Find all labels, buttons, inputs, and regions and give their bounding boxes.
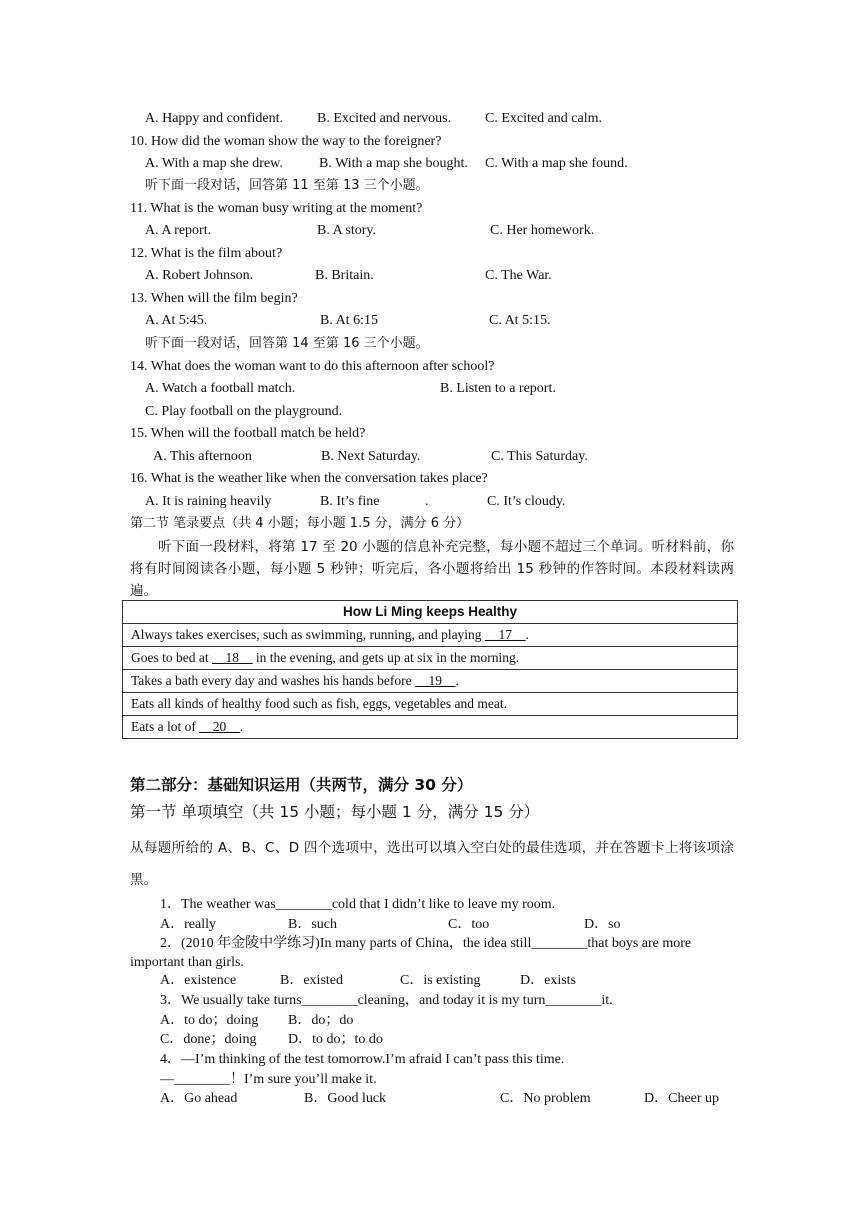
grammar-question-2-cont: important than girls. xyxy=(130,955,244,970)
g2-option-b: B．existed xyxy=(280,973,343,988)
row-text: Eats all kinds of healthy food such as fish, eggs, vegetables and meat. xyxy=(131,696,508,711)
table-cell xyxy=(123,647,738,670)
q15-option-c: C. This Saturday. xyxy=(491,449,588,464)
grammar-question-3: 3．We usually take turns________cleaning，and today it is my turn________it. xyxy=(160,993,613,1008)
g4-option-c: C．No problem xyxy=(500,1091,591,1106)
section-2-instructions: 听下面一段材料，将第 17 至 20 小题的信息补充完整，每小题不超过三个单词。听材料前，你将有时间阅读各小题，每小题 5 秒钟；听完后，各小题将给出 15 秒钟的作答时间。本段材料读两遍。 xyxy=(130,539,734,599)
q11-option-b: B. A story. xyxy=(317,223,376,238)
question-14: 14. What does the woman want to do this afternoon after school? xyxy=(130,359,495,374)
table-title: How Li Ming keeps Healthy xyxy=(123,601,738,624)
instruction-14-16: 听下面一段对话，回答第 14 至第 16 三个小题。 xyxy=(145,336,429,351)
g1-option-c: C．too xyxy=(448,917,490,932)
q13-option-c: C. At 5:15. xyxy=(489,313,551,328)
row-text: Eats a lot of xyxy=(131,719,200,734)
q12-option-b: B. Britain. xyxy=(315,268,374,283)
q16-option-c: C. It’s cloudy. xyxy=(487,494,566,509)
q11-option-a: A. A report. xyxy=(145,223,212,238)
q14-option-c: C. Play football on the playground. xyxy=(145,404,343,419)
question-11: 11. What is the woman busy writing at the moment? xyxy=(130,201,423,216)
blank-17: __17__ xyxy=(484,627,526,642)
grammar-question-4: 4．—I’m thinking of the test tomorrow.I’m afraid I can’t pass this time. xyxy=(160,1052,565,1067)
blank-20: __20__ xyxy=(199,719,240,734)
q16-option-b: B. It’s fine xyxy=(320,494,380,509)
q16-option-a: A. It is raining heavily xyxy=(145,494,272,509)
question-10: 10. How did the woman show the way to the foreigner? xyxy=(130,134,442,149)
question-13: 13. When will the film begin? xyxy=(130,291,298,306)
g4-option-a: A．Go ahead xyxy=(160,1091,238,1106)
table-cell xyxy=(123,624,738,647)
section-2-heading: 第二节 笔录要点（共 4 小题；每小题 1.5 分，满分 6 分） xyxy=(130,516,470,531)
g4-option-d: D．Cheer up xyxy=(644,1091,720,1106)
row-end: in the evening, and gets up at six in the morning. xyxy=(252,650,520,665)
g2-option-a: A．existence xyxy=(160,973,237,988)
table-row xyxy=(123,647,738,670)
table-row xyxy=(123,693,738,716)
table-row xyxy=(123,670,738,693)
row-text: Goes to bed at xyxy=(131,650,212,665)
instruction-11-13: 听下面一段对话，回答第 11 至第 13 三个小题。 xyxy=(145,178,429,193)
g3-option-a: A．to do；doing xyxy=(160,1013,259,1028)
g2-option-d: D．exists xyxy=(520,973,576,988)
table-cell xyxy=(123,693,738,716)
q9-option-b: B. Excited and nervous. xyxy=(317,111,452,126)
grammar-question-2: 2．(2010 年金陵中学练习)In many parts of China，the idea still________that boys are more xyxy=(160,936,692,951)
part-2-heading: 第二部分：基础知识运用（共两节，满分 30 分） xyxy=(130,776,473,794)
table-row xyxy=(123,624,738,647)
g1-option-b: B．such xyxy=(288,917,337,932)
grammar-question-1: 1．The weather was________cold that I didn’t like to leave my room. xyxy=(160,897,556,912)
question-15: 15. When will the football match be held? xyxy=(130,426,366,441)
row-text: Takes a bath every day and washes his hands before xyxy=(131,673,415,688)
q9-option-c: C. Excited and calm. xyxy=(485,111,603,126)
q13-option-a: A. At 5:45. xyxy=(145,313,208,328)
blank-18: __18__ xyxy=(211,650,253,665)
q15-option-a: A. This afternoon xyxy=(153,449,252,464)
g3-option-b: B．do；do xyxy=(288,1013,354,1028)
q14-option-b: B. Listen to a report. xyxy=(440,381,556,396)
row-end: . xyxy=(239,719,244,734)
g2-option-c: C．is existing xyxy=(400,973,481,988)
g4-option-b: B．Good luck xyxy=(304,1091,387,1106)
question-12: 12. What is the film about? xyxy=(130,246,283,261)
row-end: . xyxy=(525,627,529,642)
part-2-section-1-heading: 第一节 单项填空（共 15 小题；每小题 1 分，满分 15 分） xyxy=(130,803,540,821)
q15-option-b: B. Next Saturday. xyxy=(321,449,421,464)
q16-stray-dot: . xyxy=(425,494,429,509)
table-cell xyxy=(123,670,738,693)
part-2-instructions: 从每题所给的 A、B、C、D 四个选项中，选出可以填入空白处的最佳选项，并在答题卡上将该项涂黑。 xyxy=(130,840,734,888)
question-16: 16. What is the weather like when the conversation takes place? xyxy=(130,471,488,486)
q12-option-c: C. The War. xyxy=(485,268,552,283)
g1-option-d: D．so xyxy=(584,917,621,932)
table-cell xyxy=(123,716,738,739)
row-end: . xyxy=(455,673,459,688)
row-text: Always takes exercises, such as swimming, running, and playing xyxy=(131,627,485,642)
notes-table xyxy=(122,600,738,739)
q10-option-a: A. With a map she drew. xyxy=(145,156,283,171)
grammar-question-4-reply: —________！I’m sure you’ll make it. xyxy=(160,1072,377,1087)
q12-option-a: A. Robert Johnson. xyxy=(145,268,254,283)
q13-option-b: B. At 6:15 xyxy=(320,313,378,328)
q11-option-c: C. Her homework. xyxy=(490,223,595,238)
table-row xyxy=(123,716,738,739)
q10-option-c: C. With a map she found. xyxy=(485,156,628,171)
q9-option-a: A. Happy and confident. xyxy=(145,111,284,126)
g1-option-a: A．really xyxy=(160,917,216,932)
g3-option-c: C．done；doing xyxy=(160,1032,257,1047)
q10-option-b: B. With a map she bought. xyxy=(319,156,468,171)
blank-19: __19__ xyxy=(414,673,456,688)
g3-option-d: D．to do；to do xyxy=(288,1032,383,1047)
table-title-row xyxy=(123,601,738,624)
q14-option-a: A. Watch a football match. xyxy=(145,381,296,396)
